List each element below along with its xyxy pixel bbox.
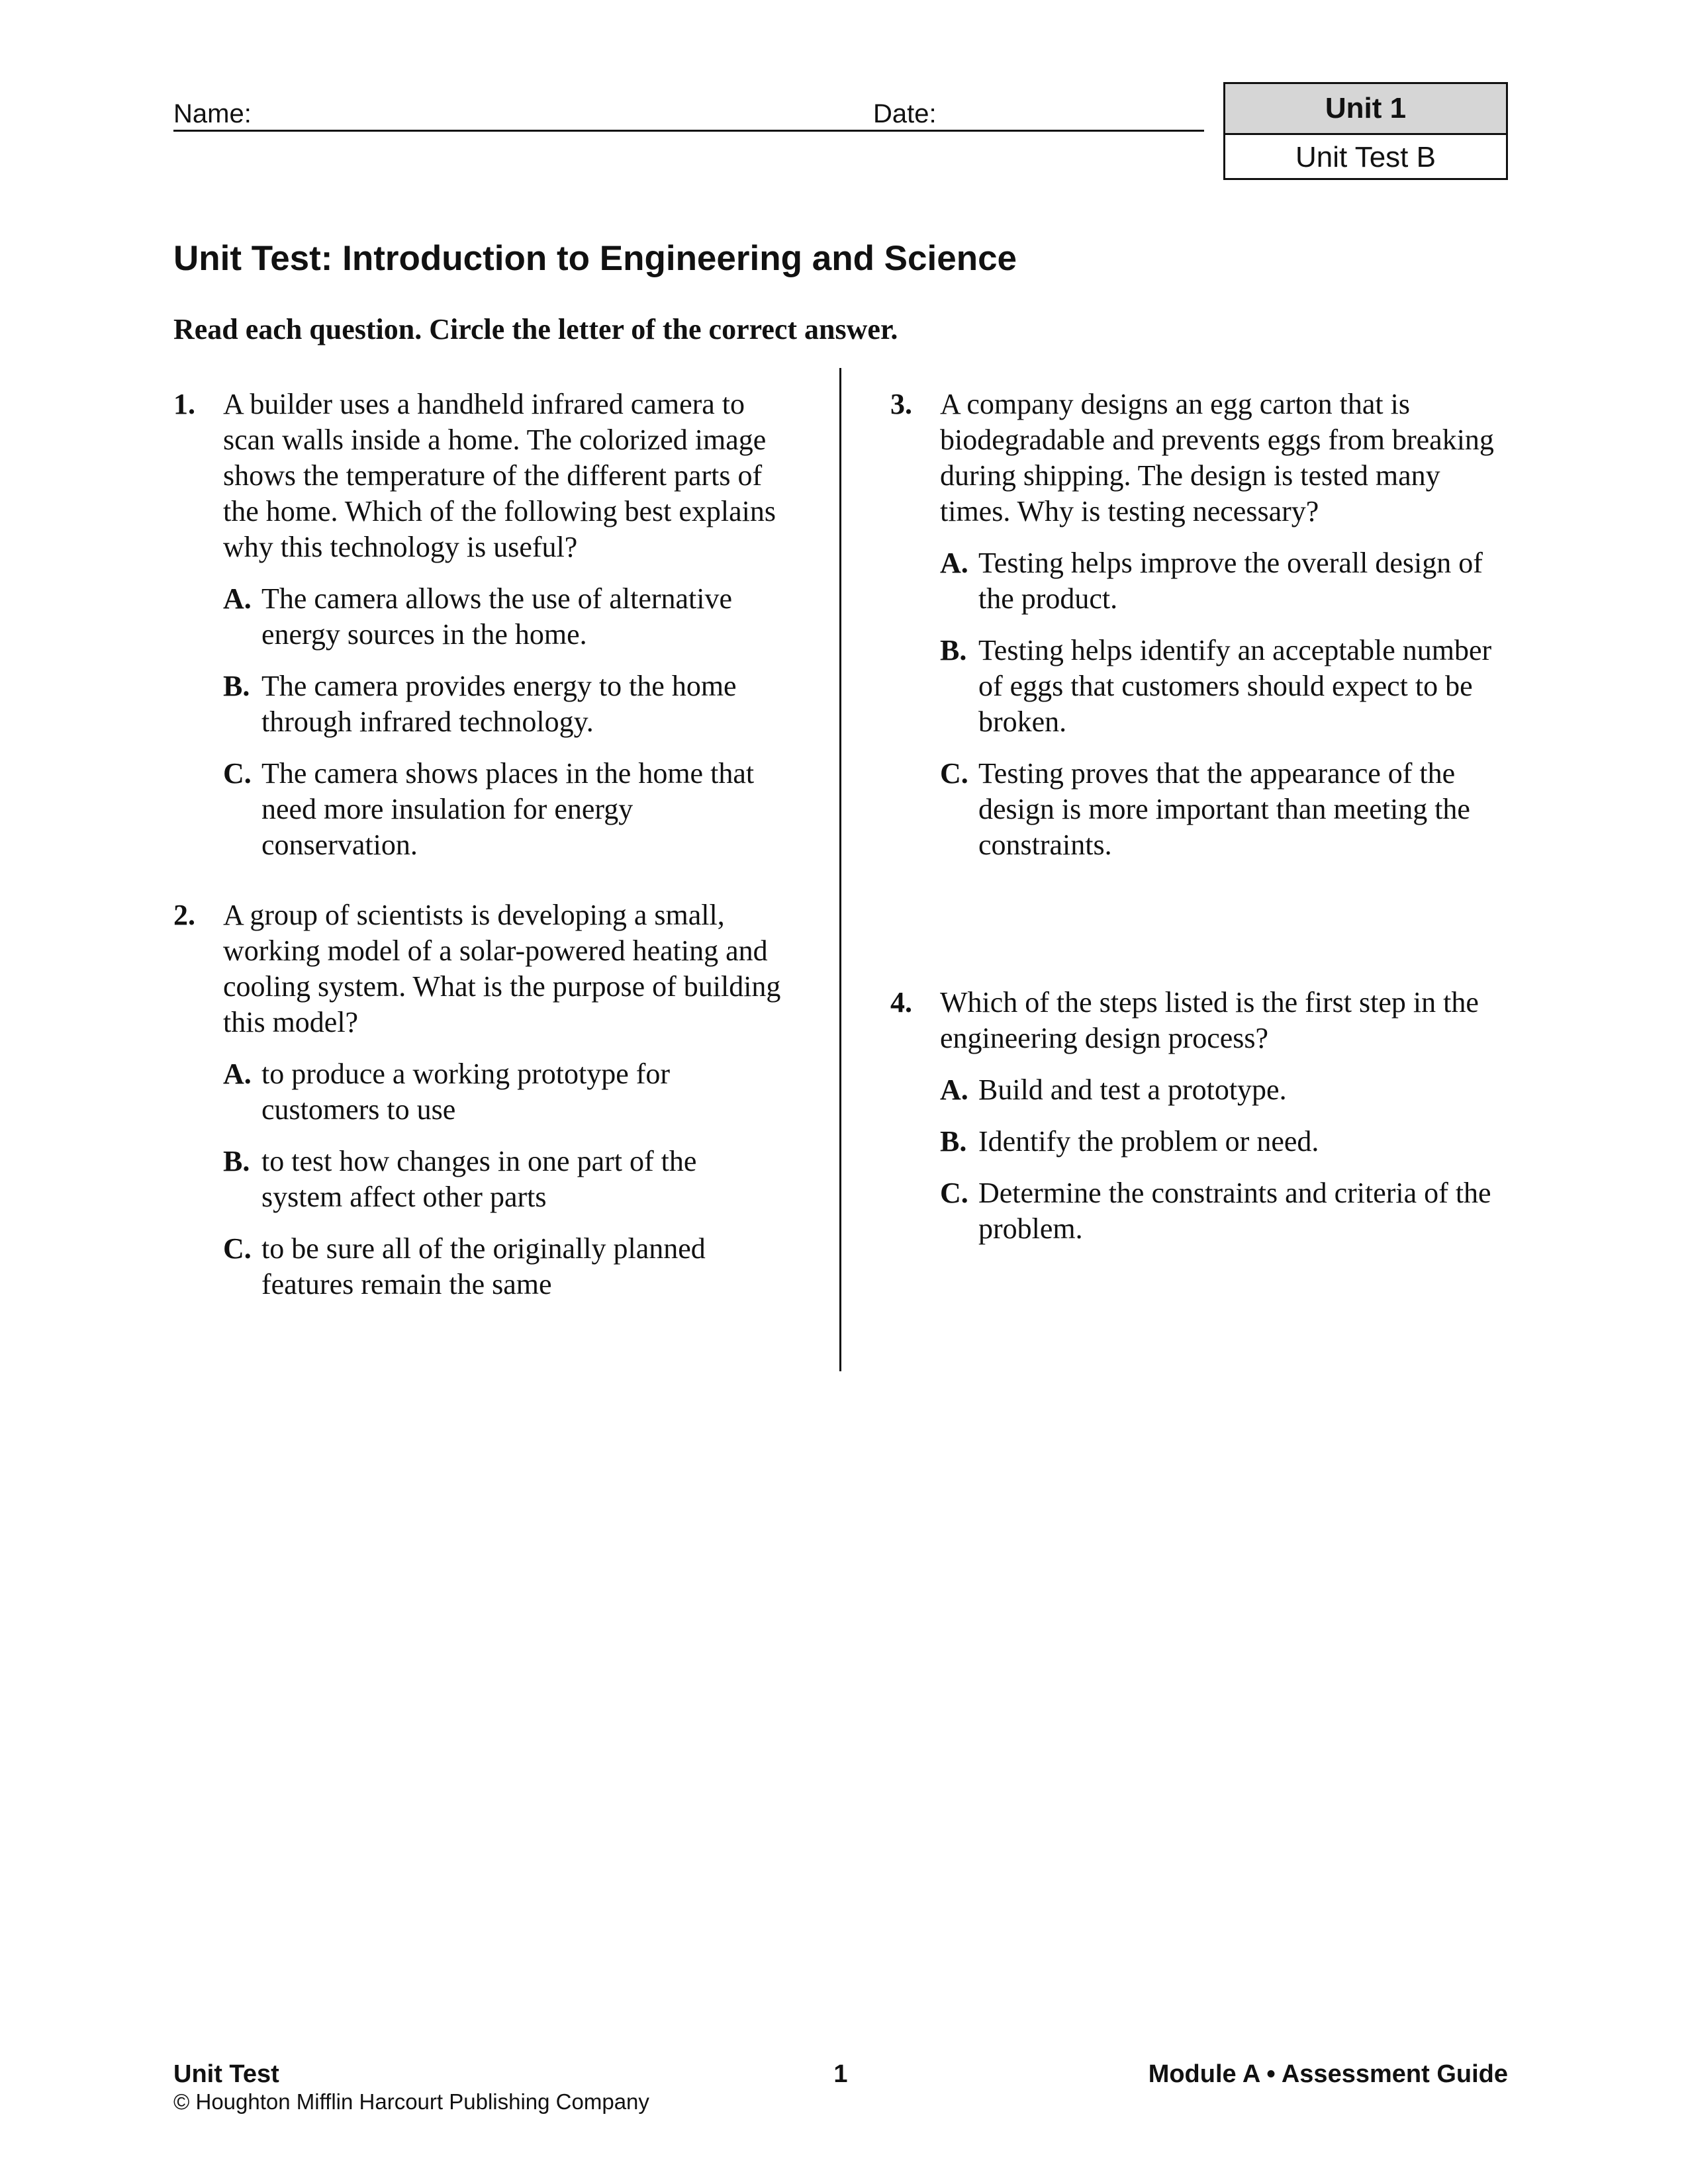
question-number: 1. — [173, 388, 195, 420]
question-4 — [890, 985, 1516, 1263]
name-label: Name: — [173, 99, 252, 128]
option-text: The camera shows places in the home that need more insulation for energy conservation. — [261, 757, 755, 861]
answer-option-b[interactable] — [940, 1124, 1516, 1160]
answer-option-c[interactable] — [223, 756, 782, 863]
option-letter: B. — [223, 670, 250, 702]
option-text: Testing helps identify an acceptable number of eggs that customers should expect to be broken. — [978, 634, 1492, 738]
question-number: 3. — [890, 388, 912, 420]
question-text: A builder uses a handheld infrared camera to scan walls inside a home. The colorized image shows the temperature of the different parts of the home. Which of the following best explains why this technology is useful? — [223, 388, 776, 563]
option-letter: A. — [223, 582, 252, 615]
name-date-line — [173, 99, 1204, 132]
answer-option-b[interactable] — [223, 668, 782, 740]
answer-option-c[interactable] — [940, 1175, 1516, 1247]
option-text: The camera allows the use of alternative energy sources in the home. — [261, 582, 733, 651]
question-stem — [890, 985, 1516, 1056]
unit-label: Unit 1 — [1225, 84, 1506, 135]
option-text: The camera provides energy to the home through infrared technology. — [261, 670, 737, 738]
answer-options — [890, 545, 1516, 863]
answer-option-a[interactable] — [223, 1056, 782, 1128]
instructions: Read each question. Circle the letter of the correct answer. — [173, 313, 898, 345]
option-text: Testing proves that the appearance of the design is more important than meeting the constraints. — [978, 757, 1470, 861]
answer-option-b[interactable] — [940, 633, 1516, 740]
option-letter: C. — [223, 757, 252, 790]
option-text: Determine the constraints and criteria of the problem. — [978, 1177, 1491, 1245]
option-text: to be sure all of the originally planned features remain the same — [261, 1232, 706, 1300]
footer-module: Module A • Assessment Guide — [1148, 2060, 1508, 2088]
question-2 — [173, 897, 782, 1318]
page-number: 1 — [833, 2060, 848, 2088]
answer-option-c[interactable] — [223, 1231, 782, 1302]
question-3 — [890, 387, 1516, 879]
question-text: A company designs an egg carton that is biodegradable and prevents eggs from breaking during shipping. The design is tested many times. Why is testing necessary? — [940, 388, 1494, 527]
page-footer — [173, 2060, 1508, 2113]
column-divider — [839, 368, 841, 1371]
test-label: Unit Test B — [1295, 141, 1436, 173]
answer-options — [890, 1072, 1516, 1247]
option-text: to test how changes in one part of the system affect other parts — [261, 1145, 697, 1213]
option-letter: B. — [940, 1125, 967, 1158]
answer-options — [173, 581, 782, 863]
option-letter: B. — [223, 1145, 250, 1177]
option-letter: C. — [223, 1232, 252, 1265]
question-text: Which of the steps listed is the first step in the engineering design process? — [940, 986, 1479, 1054]
question-stem — [173, 387, 782, 565]
footer-copyright: © Houghton Mifflin Harcourt Publishing Company — [173, 2089, 649, 2114]
answer-option-c[interactable] — [940, 756, 1516, 863]
answer-option-a[interactable] — [223, 581, 782, 653]
question-1 — [173, 387, 782, 879]
answer-option-a[interactable] — [940, 1072, 1516, 1108]
option-text: to produce a working prototype for customers to use — [261, 1058, 671, 1126]
option-letter: B. — [940, 634, 967, 666]
page-title: Unit Test: Introduction to Engineering and Science — [173, 239, 1017, 278]
question-stem — [890, 387, 1516, 529]
option-letter: C. — [940, 757, 968, 790]
option-letter: A. — [940, 547, 968, 579]
option-letter: A. — [223, 1058, 252, 1090]
option-text: Identify the problem or need. — [978, 1125, 1319, 1158]
footer-unit-test: Unit Test — [173, 2060, 279, 2088]
date-label: Date: — [873, 99, 937, 128]
answer-options — [173, 1056, 782, 1302]
answer-option-b[interactable] — [223, 1144, 782, 1215]
question-number: 4. — [890, 986, 912, 1019]
question-text: A group of scientists is developing a small, working model of a solar-powered heating and cooling system. What is the purpose of building this model? — [223, 899, 781, 1038]
answer-option-a[interactable] — [940, 545, 1516, 617]
question-stem — [173, 897, 782, 1040]
option-letter: A. — [940, 1073, 968, 1106]
option-text: Build and test a prototype. — [978, 1073, 1287, 1106]
option-text: Testing helps improve the overall design of the product. — [978, 547, 1483, 615]
question-number: 2. — [173, 899, 195, 931]
option-letter: C. — [940, 1177, 968, 1209]
unit-box — [1223, 82, 1508, 180]
